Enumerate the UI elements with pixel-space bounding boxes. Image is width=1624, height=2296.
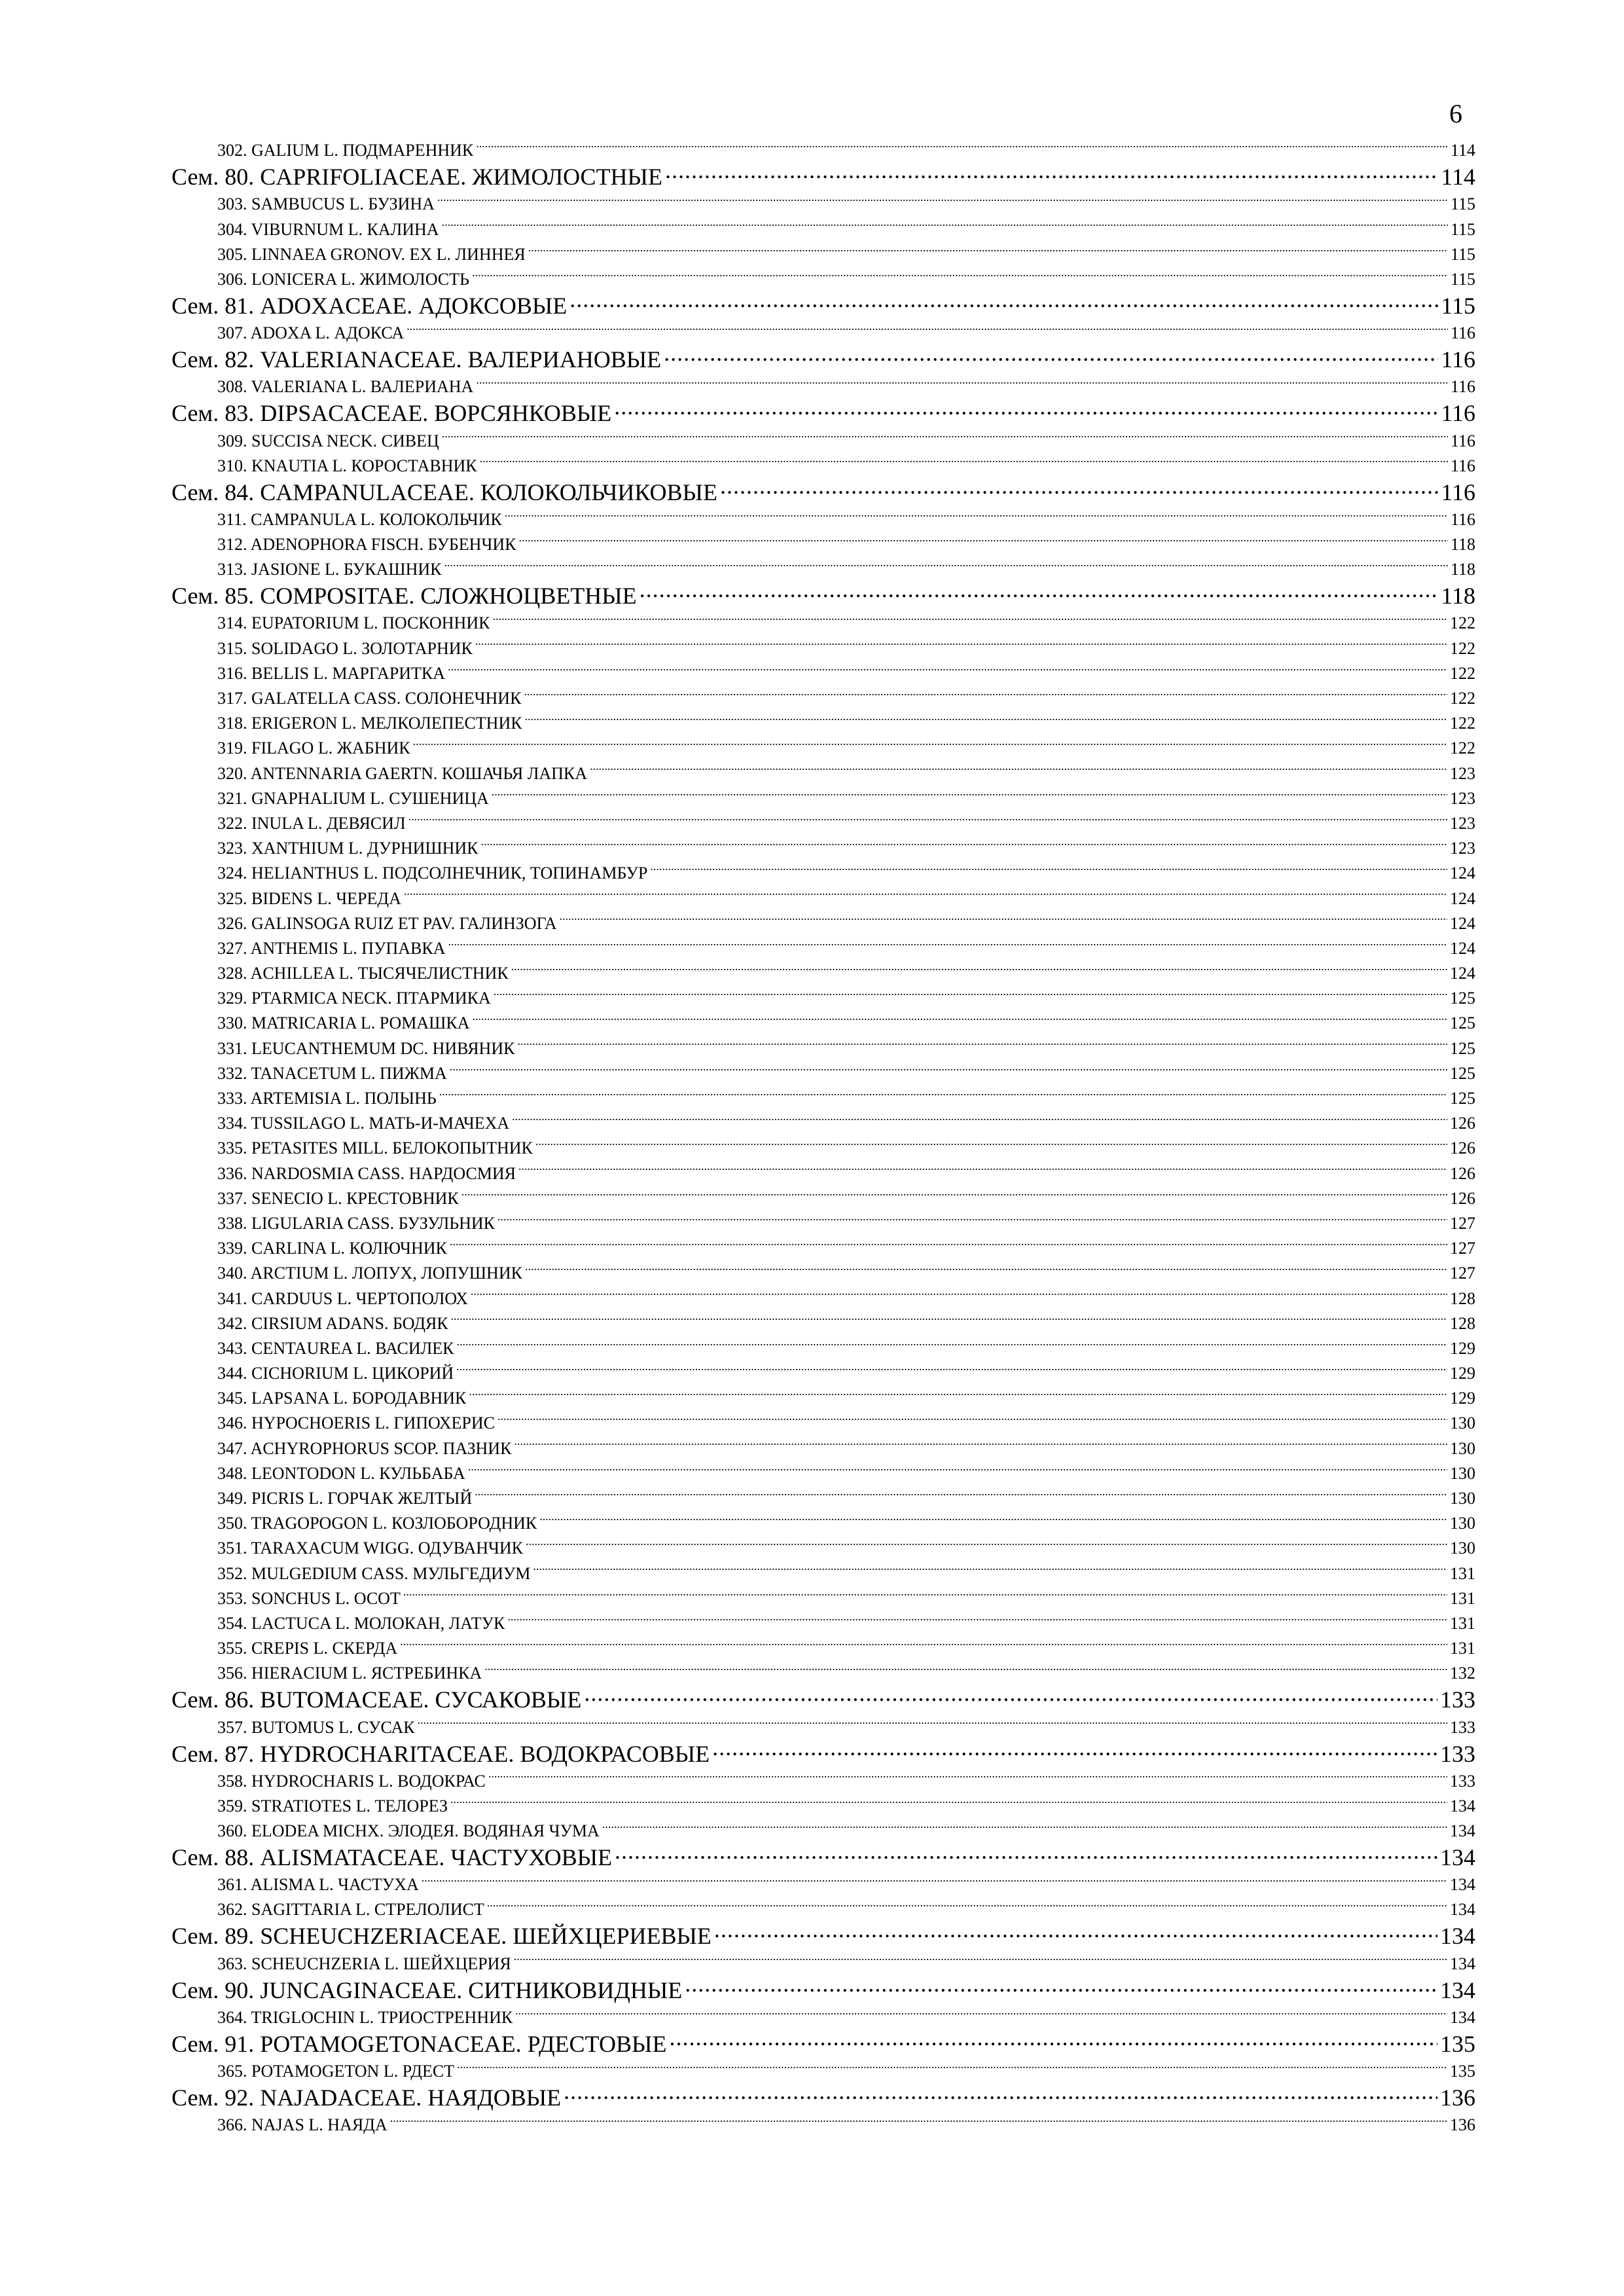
entry-page-number: 123 [1450, 763, 1475, 783]
entry-page-number: 118 [1450, 560, 1475, 579]
entry-page-number: 131 [1450, 1613, 1475, 1633]
dot-leader [714, 1915, 1437, 1944]
entry-page-number: 133 [1450, 1717, 1475, 1737]
entry-page-number: 124 [1450, 964, 1475, 983]
entry-page-number: 116 [1450, 509, 1475, 529]
entry-title: 332. TANACETUM L. ПИЖМА [217, 1063, 447, 1083]
entry-page-number: 125 [1450, 1038, 1475, 1058]
entry-page-number: 125 [1450, 989, 1475, 1008]
entry-title: 351. TARAXACUM WIGG. ОДУВАНЧИК [217, 1539, 524, 1558]
entry-title: Сем. 84. CAMPANULACEAE. КОЛОКОЛЬЧИКОВЫЕ [171, 479, 717, 505]
dot-leader [450, 1229, 1447, 1254]
dot-leader [390, 2105, 1447, 2130]
entry-title: 308. VALERIANA L. ВАЛЕРИАНА [217, 377, 474, 397]
entry-page-number: 126 [1450, 1188, 1475, 1208]
entry-page-number: 134 [1450, 1954, 1475, 1973]
entry-title: 360. ELODEA MICHX. ЭЛОДЕЯ. ВОДЯНАЯ ЧУМА [217, 1821, 600, 1841]
dot-leader [492, 779, 1447, 804]
entry-title: 359. STRATIOTES L. ТЕЛОРЕЗ [217, 1796, 448, 1815]
entry-title: Сем. 81. ADOXACEAE. АДОКСОВЫЕ [171, 292, 568, 319]
entry-page-number: 124 [1450, 913, 1475, 933]
entry-page-number: 115 [1441, 292, 1475, 319]
entry-page-number: 129 [1450, 1389, 1475, 1408]
entry-page-number: 134 [1450, 1875, 1475, 1895]
entry-page-number: 125 [1450, 1089, 1475, 1108]
dot-leader [450, 1054, 1447, 1079]
entry-title: 353. SONCHUS L. ОСОТ [217, 1588, 401, 1608]
entry-title: 325. BIDENS L. ЧЕРЕДА [217, 888, 401, 908]
entry-title: 310. KNAUTIA L. КОРОСТАВНИК [217, 456, 477, 475]
dot-leader [439, 1079, 1447, 1104]
entry-page-number: 130 [1450, 1539, 1475, 1558]
dot-leader [404, 879, 1447, 903]
entry-title: 365. POTAMOGETON L. РДЕСТ [217, 2062, 455, 2081]
entry-title: 330. MATRICARIA L. РОМАШКА [217, 1013, 470, 1033]
dot-leader [413, 729, 1447, 754]
entry-page-number: 136 [1440, 2085, 1475, 2111]
entry-page-number: 124 [1450, 938, 1475, 958]
entry-page-number: 128 [1450, 1288, 1475, 1308]
entry-title: Сем. 92. NAJADACEAE. НАЯДОВЫЕ [171, 2085, 562, 2111]
dot-leader [615, 1836, 1437, 1865]
entry-title: 339. CARLINA L. КОЛЮЧНИК [217, 1239, 447, 1258]
entry-title: 309. SUCCISA NECK. СИВЕЦ [217, 431, 439, 450]
dot-leader [418, 1707, 1447, 1732]
entry-page-number: 131 [1450, 1563, 1475, 1583]
entry-title: 323. XANTHIUM L. ДУРНИШНИК [217, 839, 478, 858]
dot-leader [497, 1404, 1447, 1429]
dot-leader [487, 1890, 1447, 1915]
entry-title: 312. ADENOPHORA FISCH. БУБЕНЧИК [217, 535, 516, 555]
dot-leader [560, 904, 1447, 929]
entry-page-number: 123 [1450, 813, 1475, 833]
entry-page-number: 130 [1450, 1514, 1475, 1533]
entry-page-number: 118 [1441, 583, 1475, 610]
entry-page-number: 124 [1450, 864, 1475, 883]
entry-page-number: 122 [1450, 663, 1475, 683]
entry-page-number: 115 [1450, 194, 1475, 214]
dot-leader [685, 1969, 1437, 1998]
dot-leader [497, 1204, 1447, 1229]
dot-leader [507, 1604, 1447, 1629]
entry-title: 307. ADOXA L. АДОКСА [217, 323, 405, 343]
entry-title: 363. SCHEUCHZERIA L. ШЕЙХЦЕРИЯ [217, 1954, 511, 1973]
entry-title: 326. GALINSOGA RUIZ ET PAV. ГАЛИНЗОГА [217, 913, 557, 933]
dot-leader [469, 1379, 1447, 1404]
dot-leader [456, 1329, 1447, 1354]
entry-title: 327. ANTHEMIS L. ПУПАВКА [217, 938, 446, 958]
dot-leader [514, 1429, 1447, 1453]
dot-leader [472, 260, 1448, 285]
entry-title: 345. LAPSANA L. БОРОДАВНИК [217, 1389, 467, 1408]
entry-page-number: 126 [1450, 1163, 1475, 1183]
entry-title: 314. EUPATORIUM L. ПОСКОННИК [217, 613, 490, 633]
entry-title: 311. CAMPANULA L. КОЛОКОЛЬЧИК [217, 509, 502, 529]
entry-page-number: 127 [1450, 1213, 1475, 1233]
entry-page-number: 131 [1450, 1639, 1475, 1658]
dot-leader [524, 679, 1447, 704]
entry-title: Сем. 90. JUNCAGINACEAE. СИТНИКОВИДНЫЕ [171, 1977, 683, 2003]
dot-leader [456, 1354, 1447, 1379]
entry-title: 313. JASIONE L. БУКАШНИК [217, 560, 442, 579]
dot-leader [511, 954, 1447, 979]
entry-page-number: 125 [1450, 1063, 1475, 1083]
dot-leader [525, 704, 1447, 729]
entry-title: 318. ERIGERON L. МЕЛКОЛЕПЕСТНИК [217, 714, 522, 733]
dot-leader [539, 1504, 1447, 1529]
entry-page-number: 116 [1450, 377, 1475, 397]
entry-page-number: 130 [1450, 1438, 1475, 1458]
dot-leader [442, 210, 1448, 234]
entry-page-number: 126 [1450, 1139, 1475, 1158]
dot-leader [533, 1554, 1447, 1578]
entry-title: Сем. 91. POTAMOGETONACEAE. РДЕСТОВЫЕ [171, 2030, 667, 2057]
entry-title: 346. HYPOCHOERIS L. ГИПОХЕРИС [217, 1413, 495, 1433]
dot-leader [476, 367, 1448, 392]
entry-title: 336. NARDOSMIA CASS. НАРДОСМИЯ [217, 1163, 516, 1183]
entry-title: 361. ALISMA L. ЧАСТУХА [217, 1875, 419, 1895]
dot-leader [720, 471, 1438, 500]
dot-leader [480, 446, 1448, 471]
entry-page-number: 114 [1450, 141, 1475, 160]
entry-page-number: 115 [1450, 244, 1475, 264]
entry-page-number: 125 [1450, 1013, 1475, 1033]
entry-page-number: 116 [1441, 346, 1475, 373]
entry-title: 329. PTARMICA NECK. ПТАРМИКА [217, 989, 491, 1008]
entry-page-number: 122 [1450, 613, 1475, 633]
dot-leader [442, 421, 1448, 446]
dot-leader [475, 1479, 1447, 1504]
entry-title: Сем. 87. HYDROCHARITACEAE. ВОДОКРАСОВЫЕ [171, 1740, 710, 1767]
entry-title: 349. PICRIS L. ГОРЧАК ЖЕЛТЫЙ [217, 1489, 473, 1508]
entry-page-number: 116 [1441, 400, 1475, 427]
dot-leader [602, 1812, 1447, 1836]
dot-leader [484, 1654, 1447, 1679]
entry-title: 302. GALIUM L. ПОДМАРЕННИК [217, 141, 474, 160]
entry-page-number: 114 [1441, 164, 1475, 191]
dot-leader [422, 1865, 1447, 1890]
entry-title: Сем. 89. SCHEUCHZERIACEAE. ШЕЙХЦЕРИЕВЫЕ [171, 1923, 712, 1950]
entry-page-number: 116 [1450, 323, 1475, 343]
entry-page-number: 116 [1450, 431, 1475, 450]
dot-leader [408, 804, 1447, 829]
entry-page-number: 129 [1450, 1338, 1475, 1358]
entry-page-number: 134 [1450, 1900, 1475, 1920]
dot-leader [564, 2077, 1437, 2105]
entry-title: 304. VIBURNUM L. КАЛИНА [217, 219, 439, 239]
entry-title: 333. ARTEMISIA L. ПОЛЫНЬ [217, 1089, 437, 1108]
entry-title: 317. GALATELLA CASS. СОЛОНЕЧНИК [217, 689, 522, 708]
entry-page-number: 132 [1450, 1664, 1475, 1683]
dot-leader [471, 1279, 1447, 1303]
entry-page-number: 134 [1450, 1821, 1475, 1841]
entry-page-number: 130 [1450, 1489, 1475, 1508]
dot-leader [526, 1529, 1447, 1554]
dot-leader [457, 2052, 1447, 2077]
dot-leader [437, 185, 1448, 210]
entry-page-number: 133 [1440, 1686, 1475, 1713]
entry-page-number: 134 [1440, 1844, 1475, 1871]
dot-leader [505, 500, 1448, 525]
entry-page-number: 116 [1450, 456, 1475, 475]
dot-leader [517, 1029, 1447, 1053]
dot-leader [590, 754, 1447, 778]
entry-title: 347. ACHYROPHORUS SCOP. ПАЗНИК [217, 1438, 512, 1458]
entry-page-number: 129 [1450, 1364, 1475, 1383]
dot-leader [488, 1762, 1447, 1787]
entry-page-number: 118 [1450, 535, 1475, 555]
dot-leader [476, 131, 1448, 156]
dot-leader [512, 1104, 1447, 1129]
dot-leader [406, 314, 1448, 338]
toc-genus-entry[interactable] [171, 131, 1475, 160]
entry-title: 341. CARDUUS L. ЧЕРТОПОЛОХ [217, 1288, 468, 1308]
dot-leader [515, 1998, 1447, 2023]
entry-title: 344. CICHORIUM L. ЦИКОРИЙ [217, 1364, 454, 1383]
dot-leader [518, 1154, 1447, 1178]
entry-title: 320. ANTENNARIA GAERTN. КОШАЧЬЯ ЛАПКА [217, 763, 588, 783]
entry-title: 352. MULGEDIUM CASS. МУЛЬГЕДИУМ [217, 1563, 531, 1583]
entry-title: 340. ARCTIUM L. ЛОПУХ, ЛОПУШНИК [217, 1264, 522, 1283]
entry-page-number: 115 [1450, 269, 1475, 289]
entry-title: Сем. 80. CAPRIFOLIACEAE. ЖИМОЛОСТНЫЕ [171, 164, 662, 191]
entry-title: 355. CREPIS L. СКЕРДА [217, 1639, 398, 1658]
entry-title: 358. HYDROCHARIS L. ВОДОКРАС [217, 1771, 486, 1791]
entry-title: 366. NAJAS L. НАЯДА [217, 2115, 388, 2135]
dot-leader [494, 979, 1447, 1004]
entry-page-number: 131 [1450, 1588, 1475, 1608]
entry-title: 362. SAGITTARIA L. СТРЕЛОЛИСТ [217, 1900, 484, 1920]
entry-title: 348. LEONTODON L. КУЛЬБАБА [217, 1463, 465, 1483]
entry-title: 328. ACHILLEA L. ТЫСЯЧЕЛИСТНИК [217, 964, 509, 983]
dot-leader [444, 550, 1448, 575]
dot-leader [569, 285, 1438, 314]
entry-title: Сем. 85. COMPOSITAE. СЛОЖНОЦВЕТНЫЕ [171, 583, 637, 610]
entry-page-number: 127 [1450, 1264, 1475, 1283]
entry-title: 356. HIERACIUM L. ЯСТРЕБИНКА [217, 1664, 482, 1683]
entry-title: 321. GNAPHALIUM L. СУШЕНИЦА [217, 788, 489, 808]
entry-page-number: 135 [1440, 2030, 1475, 2057]
dot-leader [461, 1179, 1447, 1204]
entry-page-number: 122 [1450, 714, 1475, 733]
entry-page-number: 134 [1440, 1923, 1475, 1950]
entry-page-number: 122 [1450, 738, 1475, 758]
dot-leader [403, 1579, 1447, 1604]
entry-title: 324. HELIANTHUS L. ПОДСОЛНЕЧНИК, ТОПИНАМБУР [217, 864, 648, 883]
dot-leader [481, 829, 1447, 854]
entry-title: 350. TRAGOPOGON L. КОЗЛОБОРОДНИК [217, 1514, 537, 1533]
entry-title: 306. LONICERA L. ЖИМОЛОСТЬ [217, 269, 469, 289]
entry-title: 319. FILAGO L. ЖАБНИК [217, 738, 410, 758]
dot-leader [514, 1944, 1447, 1969]
dot-leader [664, 338, 1438, 367]
dot-leader [475, 629, 1447, 653]
dot-leader [640, 575, 1439, 604]
dot-leader [584, 1679, 1437, 1707]
dot-leader [450, 1787, 1447, 1812]
entry-page-number: 126 [1450, 1114, 1475, 1133]
dot-leader [525, 1254, 1447, 1279]
entry-title: 316. BELLIS L. МАРГАРИТКА [217, 663, 446, 683]
entry-title: 342. CIRSIUM ADANS. БОДЯК [217, 1313, 448, 1333]
entry-page-number: 133 [1440, 1740, 1475, 1767]
entry-page-number: 122 [1450, 689, 1475, 708]
entry-title: Сем. 86. BUTOMACEAE. СУСАКОВЫЕ [171, 1686, 582, 1713]
entry-page-number: 123 [1450, 788, 1475, 808]
entry-page-number: 134 [1440, 1977, 1475, 2003]
dot-leader [400, 1629, 1447, 1654]
entry-title: 305. LINNAEA GRONOV. EX L. ЛИННЕЯ [217, 244, 526, 264]
entry-title: 343. CENTAUREA L. ВАСИЛЕК [217, 1338, 454, 1358]
dot-leader [528, 235, 1448, 260]
dot-leader [468, 1454, 1447, 1479]
entry-page-number: 115 [1450, 219, 1475, 239]
entry-title: 335. PETASITES MILL. БЕЛОКОПЫТНИК [217, 1139, 533, 1158]
entry-title: Сем. 83. DIPSACACEAE. ВОРСЯНКОВЫЕ [171, 400, 612, 427]
dot-leader [669, 2023, 1437, 2052]
entry-page-number: 130 [1450, 1413, 1475, 1433]
entry-title: 334. TUSSILAGO L. МАТЬ-И-МАЧЕХА [217, 1114, 510, 1133]
entry-page-number: 122 [1450, 638, 1475, 658]
dot-leader [492, 604, 1447, 629]
entry-page-number: 128 [1450, 1313, 1475, 1333]
entry-page-number: 127 [1450, 1239, 1475, 1258]
entry-page-number: 134 [1450, 2007, 1475, 2027]
entry-title: 338. LIGULARIA CASS. БУЗУЛЬНИК [217, 1213, 496, 1233]
entry-title: 337. SENECIO L. КРЕСТОВНИК [217, 1188, 459, 1208]
entry-page-number: 135 [1450, 2062, 1475, 2081]
dot-leader [448, 929, 1447, 954]
entry-title: 357. BUTOMUS L. СУСАК [217, 1717, 415, 1737]
entry-title: Сем. 82. VALERIANACEAE. ВАЛЕРИАНОВЫЕ [171, 346, 662, 373]
dot-leader [448, 654, 1447, 679]
entry-page-number: 124 [1450, 888, 1475, 908]
entry-title: 364. TRIGLOCHIN L. ТРИОСТРЕННИК [217, 2007, 513, 2027]
entry-page-number: 133 [1450, 1771, 1475, 1791]
table-of-contents [171, 131, 1475, 2135]
entry-title: Сем. 88. ALISMATACEAE. ЧАСТУХОВЫЕ [171, 1844, 612, 1871]
entry-title: 315. SOLIDAGO L. ЗОЛОТАРНИК [217, 638, 473, 658]
entry-title: 354. LACTUCA L. МОЛОКАН, ЛАТУК [217, 1613, 505, 1633]
entry-page-number: 130 [1450, 1463, 1475, 1483]
entry-title: 322. INULA L. ДЕВЯСИЛ [217, 813, 406, 833]
entry-page-number: 116 [1441, 479, 1475, 505]
dot-leader [451, 1304, 1447, 1329]
page-number: 6 [1449, 99, 1462, 128]
entry-page-number: 134 [1450, 1796, 1475, 1815]
entry-title: 331. LEUCANTHEMUM DC. НИВЯНИК [217, 1038, 515, 1058]
entry-title: 303. SAMBUCUS L. БУЗИНА [217, 194, 435, 214]
entry-page-number: 123 [1450, 839, 1475, 858]
dot-leader [712, 1733, 1437, 1762]
dot-leader [614, 392, 1438, 421]
dot-leader [518, 525, 1447, 550]
dot-leader [665, 156, 1438, 185]
dot-leader [650, 854, 1447, 879]
dot-leader [473, 1004, 1447, 1029]
dot-leader [535, 1129, 1447, 1154]
entry-page-number: 136 [1450, 2115, 1475, 2135]
